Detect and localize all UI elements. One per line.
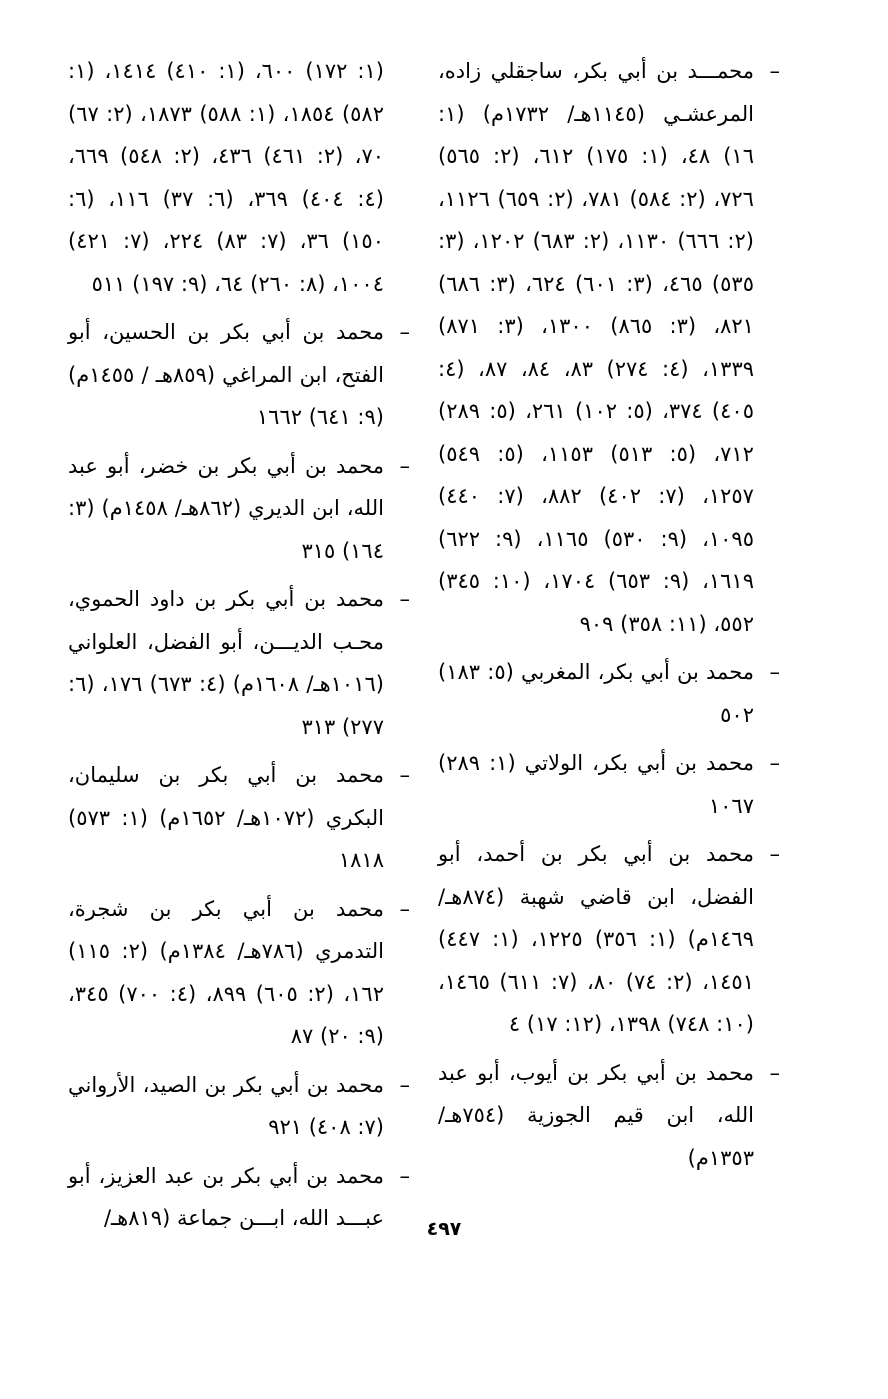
entry-dash: –: [399, 1163, 410, 1188]
entry-text: محمد بن أبي بكر بن خضر، أبو عبد الله، ابن الديري (٨٦٢هـ/ ١٤٥٨م) (٣: ١٦٤) ٣١٥: [68, 453, 384, 563]
entry-dash: –: [769, 1060, 780, 1085]
index-entry: [438, 833, 780, 1046]
entry-text: محمد بن أبي بكر بن داود الحموي، محـب الديـــن، أبو الفضل، العلواني (١٠١٦هـ/ ١٦٠٨م) (٤: ٦٧٣) ١٧٦، (٦: ٢٧٧) ٣١٣: [68, 587, 384, 739]
index-entry: [438, 50, 780, 645]
right-column: [438, 50, 780, 1185]
entry-text: محمد بن أبي بكر بن شجرة، التدمري (٧٨٦هـ/ ١٣٨٤م) (٢: ١١٥) ١٦٢، (٢: ٦٠٥) ٨٩٩، (٤: ٧٠٠) ٣٤٥، (٩: ٢٠) ٨٧: [68, 896, 384, 1048]
entry-text: محمد بن أبي بكر، المغربي (٥: ١٨٣) ٥٠٢: [438, 660, 754, 727]
index-entry: [68, 311, 410, 439]
entry-dash: –: [769, 660, 780, 684]
entry-dash: –: [399, 1072, 410, 1097]
entry-text: محمد بن أبي بكر بن سليمان، البكري (١٠٧٢هـ/ ١٦٥٢م) (١: ٥٧٣) ١٨١٨: [68, 763, 384, 872]
index-entry: [68, 754, 410, 882]
entry-text: محمد بن أبي بكر بن أيوب، أبو عبد الله، ابن قيم الجوزية (٧٥٤هـ/ ١٣٥٣م): [438, 1060, 754, 1170]
entry-dash: –: [769, 59, 780, 83]
entry-text: محمد بن أبي بكر بن الحسين، أبو الفتح، ابن المراغي (٨٥٩هـ / ١٤٥٥م) (٩: ٦٤١) ١٦٦٢: [68, 320, 384, 429]
entry-text: محمـــد بن أبي بكر، ساجقلي زاده، المرعشـي (١١٤٥هـ/ ١٧٣٢م) (١: ١٦) ٤٨، (١: ١٧٥) ٦١٢، (٢: ٥٦٥) ٧٢٦، (٢: ٥٨٤) ٧٨١، (٢: ٦٥٩) ١١٢٦، (٢: ٦٦٦) ١١٣٠، (٢: ٦٨٣) ١٢٠٢، (٣: ٥٣٥) ٤٦٥، (٣: ٦٠١) ٦٢٤، (٣: ٦٨٦) ٨٢١، (٣: ٨٦٥) ١٣٠٠، (٣: ٨٧١) ١٣٣٩، (٤: ٢٧٤) ٨٣، ٨٤، ٨٧، (٤: ٤٠٥) ٣٧٤، (٥: ١٠٢) ٢٦١، (٥: ٢٨٩) ٧١٢، (٥: ٥١٣) ١١٥٣، (٥: ٥٤٩) ١٢٥٧، (٧: ٤٠٢) ٨٨٢، (٧: ٤٤٠) ١٠٩٥، (٩: ٥٣٠) ١١٦٥، (٩: ٦٢٢) ١٦١٩، (٩: ٦٥٣) ١٧٠٤، (١٠: ٣٤٥) ٥٥٢، (١١: ٣٥٨) ٩٠٩: [438, 59, 755, 636]
entry-dash: –: [769, 751, 780, 775]
index-entry: [68, 445, 410, 573]
index-entry: [68, 888, 410, 1058]
index-entry: [438, 742, 780, 827]
index-entry-continuation: [68, 50, 398, 305]
entry-dash: –: [399, 587, 410, 611]
entry-text: محمد بن أبي بكر بن عبد العزيز، أبو عبـــد الله، ابـــن جماعة (٨١٩هـ/: [68, 1163, 384, 1230]
entry-text: محمد بن أبي بكر بن الصيد، الأرواني (٧: ٤٠٨) ٩٢١: [68, 1072, 384, 1139]
entry-dash: –: [399, 320, 410, 344]
entry-dash: –: [399, 453, 410, 478]
left-column: [68, 50, 410, 1246]
entry-dash: –: [399, 763, 410, 787]
entry-text: (١: ١٧٢) ٦٠٠، (١: ٤١٠) ١٤١٤، (١: ٥٨٢) ١٨٥٤، (١: ٥٨٨) ١٨٧٣، (٢: ٦٧) ٧٠، (٢: ٤٦١) ٤٣٦، (٢: ٥٤٨) ٦٦٩، (٤: ٤٠٤) ٣٦٩، (٦: ٣٧) ١١٦، (٦: ١٥٠) ٣٦، (٧: ٨٣) ٢٢٤، (٧: ٤٢١) ١٠٠٤، (٨: ٢٦٠) ٦٤، (٩: ١٩٧) ٥١١: [68, 59, 384, 296]
page-number: ٤٩٧: [426, 1218, 462, 1240]
entry-dash: –: [769, 842, 780, 866]
entry-dash: –: [399, 896, 410, 921]
index-entry: [438, 651, 780, 736]
index-entry: [68, 1064, 410, 1149]
entry-text: محمد بن أبي بكر، الولاتي (١: ٢٨٩) ١٠٦٧: [438, 751, 754, 818]
entry-text: محمد بن أبي بكر بن أحمد، أبو الفضل، ابن قاضي شهبة (٨٧٤هـ/ ١٤٦٩م) (١: ٣٥٦) ١٢٢٥، (١: ٤٤٧) ١٤٥١، (٢: ٧٤) ٨٠، (٧: ٦١١) ١٤٦٥، (١٠: ٧٤٨) ١٣٩٨، (١٢: ١٧) ٤: [438, 842, 754, 1036]
index-entry: [68, 578, 410, 748]
index-entry: [438, 1052, 780, 1180]
